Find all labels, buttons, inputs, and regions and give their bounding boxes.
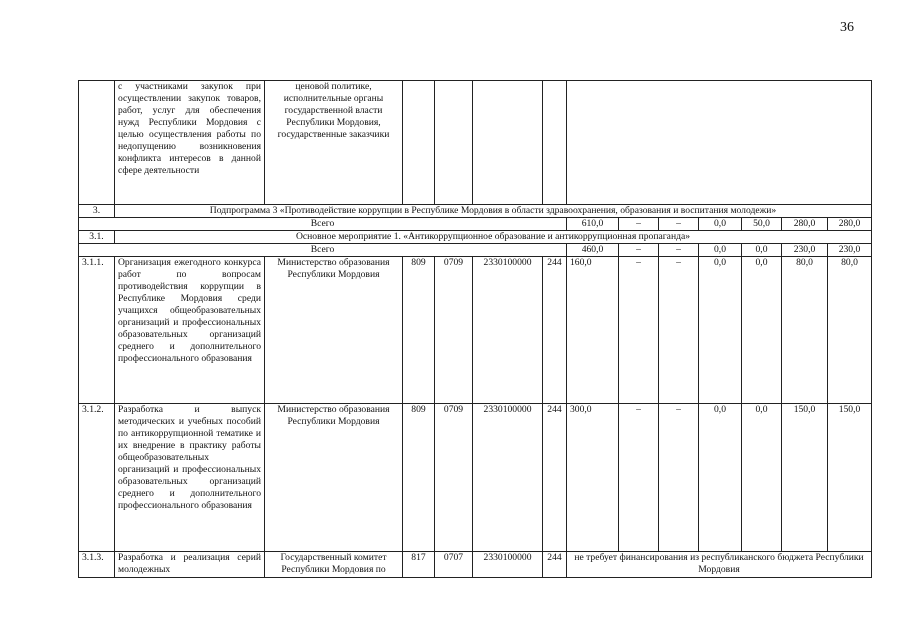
num-cell: 3.1.3. [79, 552, 115, 578]
grbs-cell [403, 81, 435, 205]
total-value: 460,0 [567, 244, 619, 257]
total-value: 280,0 [782, 218, 828, 231]
value-cell: 150,0 [782, 404, 828, 552]
value-cell: – [659, 257, 699, 404]
table-row [79, 552, 872, 578]
subprogram-title: Подпрограмма 3 «Противодействие коррупции в Республике Мордовия в области здравоохранения, образования и воспитания молодежи» [115, 205, 872, 218]
csr-cell [473, 81, 543, 205]
value-cell: – [619, 257, 659, 404]
subprogram-total-row [79, 218, 872, 231]
grbs-cell: 809 [403, 404, 435, 552]
measure-row [79, 231, 872, 244]
total-value: 0,0 [699, 218, 742, 231]
num-cell: 3.1.2. [79, 404, 115, 552]
csr-cell: 2330100000 [473, 552, 543, 578]
vr-cell [543, 81, 567, 205]
total-value: 0,0 [742, 244, 782, 257]
value-cell: 0,0 [699, 404, 742, 552]
value-cell: 0,0 [699, 257, 742, 404]
total-value: – [619, 244, 659, 257]
measure-title: Основное мероприятие 1. «Антикоррупционное образование и антикоррупционная пропаганда» [115, 231, 872, 244]
value-cell: 80,0 [828, 257, 872, 404]
total-value: 280,0 [828, 218, 872, 231]
table-row [79, 404, 872, 552]
subprogram-row [79, 205, 872, 218]
csr-cell: 2330100000 [473, 257, 543, 404]
name-cell: Разработка и реализация серий молодежных [115, 552, 265, 578]
value-cell: – [659, 404, 699, 552]
total-value: 0,0 [699, 244, 742, 257]
value-cell: 150,0 [828, 404, 872, 552]
rzpr-cell: 0709 [435, 404, 473, 552]
table-row [79, 81, 872, 205]
value-cell: 80,0 [782, 257, 828, 404]
value-cell: 0,0 [742, 257, 782, 404]
vr-cell: 244 [543, 552, 567, 578]
grbs-cell: 809 [403, 257, 435, 404]
value-cell: 0,0 [742, 404, 782, 552]
grbs-cell: 817 [403, 552, 435, 578]
vr-cell: 244 [543, 257, 567, 404]
total-value: 230,0 [828, 244, 872, 257]
executor-cell: Министерство образования Республики Мордовия [265, 404, 403, 552]
total-value: – [659, 218, 699, 231]
executor-cell: ценовой политике, исполнительные органы государственной власти Республики Мордовия, государственные заказчики [265, 81, 403, 205]
funding-note: не требует финансирования из республиканского бюджета Республики Мордовия [567, 552, 872, 578]
total-value: – [659, 244, 699, 257]
measure-num: 3.1. [79, 231, 115, 244]
measure-total-row [79, 244, 872, 257]
total-label: Всего [79, 244, 567, 257]
budget-table [78, 80, 872, 578]
value-cell: 160,0 [567, 257, 619, 404]
vr-cell: 244 [543, 404, 567, 552]
values-cell [567, 81, 872, 205]
subprogram-num: 3. [79, 205, 115, 218]
total-label: Всего [79, 218, 567, 231]
value-cell: – [619, 404, 659, 552]
total-value: – [619, 218, 659, 231]
executor-cell: Министерство образования Республики Мордовия [265, 257, 403, 404]
name-cell: Организация ежегодного конкурса работ по вопросам противодействия коррупции в Республике Мордовия среди учащихся общеобразовательных организаций и профессиональных образовательных организаций среднего и дополнительного профессионального образования [115, 257, 265, 404]
rzpr-cell [435, 81, 473, 205]
name-cell: Разработка и выпуск методических и учебных пособий по антикоррупционной тематике и их внедрение в практику работы общеобразовательных организаций и профессиональных образовательных организаций среднего и дополнительного профессионального образования [115, 404, 265, 552]
num-cell [79, 81, 115, 205]
rzpr-cell: 0709 [435, 257, 473, 404]
value-cell: 300,0 [567, 404, 619, 552]
rzpr-cell: 0707 [435, 552, 473, 578]
total-value: 610,0 [567, 218, 619, 231]
page-number: 36 [840, 20, 854, 35]
total-value: 230,0 [782, 244, 828, 257]
name-cell: с участниками закупок при осуществлении закупок товаров, работ, услуг для обеспечения нужд Республики Мордовия с целью осуществления работы по недопущению возникновения конфликта интересов в данной сфере деятельности [115, 81, 265, 205]
total-value: 50,0 [742, 218, 782, 231]
table-row [79, 257, 872, 404]
executor-cell: Государственный комитет Республики Мордовия по [265, 552, 403, 578]
csr-cell: 2330100000 [473, 404, 543, 552]
num-cell: 3.1.1. [79, 257, 115, 404]
